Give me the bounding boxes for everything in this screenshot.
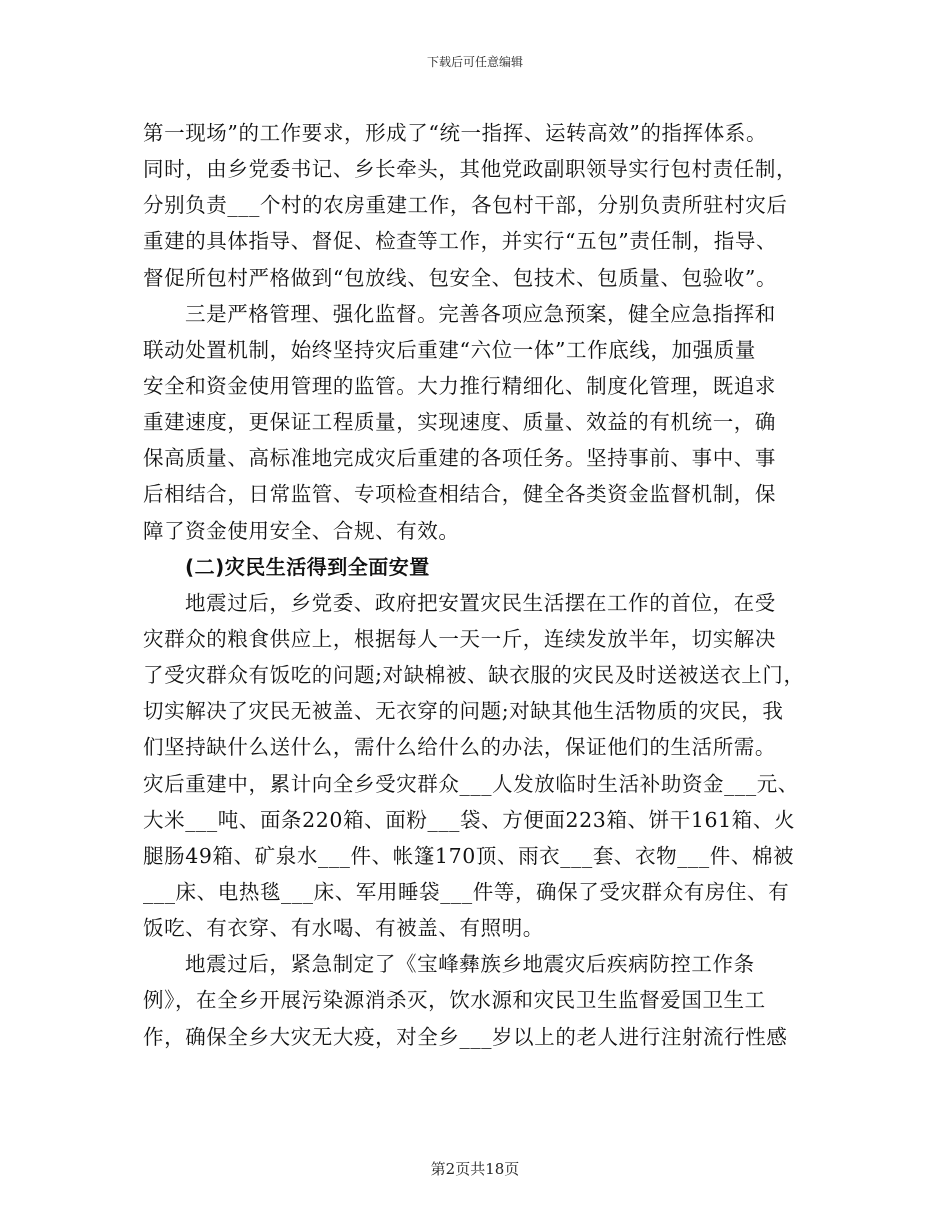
- text-line: 地震过后，乡党委、政府把安置灾民生活摆在工作的首位，在受: [185, 590, 776, 615]
- text-line: 安全和资金使用管理的监管。大力推行精细化、制度化管理，既追求: [143, 373, 776, 398]
- text-line: 督促所包村严格做到“包放线、包安全、包技术、包质量、包验收”。: [143, 265, 778, 290]
- text-line: ___床、电热毯___床、军用睡袋___件等，确保了受灾群众有房住、有: [143, 879, 790, 904]
- text-line: 第一现场”的工作要求，形成了“统一指挥、运转高效”的指挥体系。: [143, 121, 768, 145]
- text-line: 饭吃、有衣穿、有水喝、有被盖、有照明。: [143, 916, 544, 941]
- text-line: 切实解决了灾民无被盖、无衣穿的问题;对缺其他生活物质的灾民，我: [143, 699, 784, 724]
- text-line: 障了资金使用安全、合规、有效。: [143, 518, 460, 543]
- text-line: 们坚持缺什么送什么，需什么给什么的办法，保证他们的生活所需。: [143, 735, 776, 760]
- text-line: 保高质量、高标准地完成灾后重建的各项任务。坚持事前、事中、事: [143, 446, 776, 471]
- text-line: 后相结合，日常监管、专项检查相结合，健全各类资金监督机制，保: [143, 482, 776, 507]
- text-line: 地震过后，紧急制定了《宝峰彝族乡地震灾后疾病防控工作条: [185, 952, 755, 977]
- text-line: 同时，由乡党委书记、乡长牵头，其他党政副职领导实行包村责任制，: [143, 157, 798, 182]
- text-line: 分别负责___个村的农房重建工作，各包村干部，分别负责所驻村灾后: [143, 193, 788, 218]
- text-line: 重建的具体指导、督促、检查等工作，并实行“五包”责任制，指导、: [143, 229, 778, 254]
- text-line: 重建速度，更保证工程质量，实现速度、质量、效益的有机统一，确: [143, 410, 776, 435]
- page-header-note: 下载后可任意编辑: [426, 55, 523, 69]
- section-heading: (二)灾民生活得到全面安置: [185, 554, 430, 579]
- text-line: 例》，在全乡开展污染源消杀灭，饮水源和灾民卫生监督爱国卫生工: [143, 988, 766, 1013]
- text-line: 腿肠49箱、矿泉水___件、帐篷170顶、雨衣___套、衣物___件、棉被: [143, 843, 795, 868]
- text-line: 灾后重建中，累计向全乡受灾群众___人发放临时生活补助资金___元、: [143, 771, 799, 796]
- text-line: 联动处置机制，始终坚持灾后重建“六位一体”工作底线，加强质量: [143, 337, 756, 362]
- text-line: 三是严格管理、强化监督。完善各项应急预案，健全应急指挥和: [185, 301, 776, 326]
- document-body: [143, 115, 808, 1055]
- text-line: 作，确保全乡大灾无大疫，对全乡___岁以上的老人进行注射流行性感: [143, 1024, 788, 1049]
- page-number: 第2页共18页: [430, 1160, 520, 1178]
- text-line: 了受灾群众有饭吃的问题;对缺棉被、缺衣服的灾民及时送被送衣上门，: [143, 663, 805, 688]
- text-line: 大米___吨、面条220箱、面粉___袋、方便面223箱、饼干161箱、火: [143, 807, 796, 832]
- text-line: 灾群众的粮食供应上，根据每人一天一斤，连续发放半年，切实解决: [143, 626, 776, 651]
